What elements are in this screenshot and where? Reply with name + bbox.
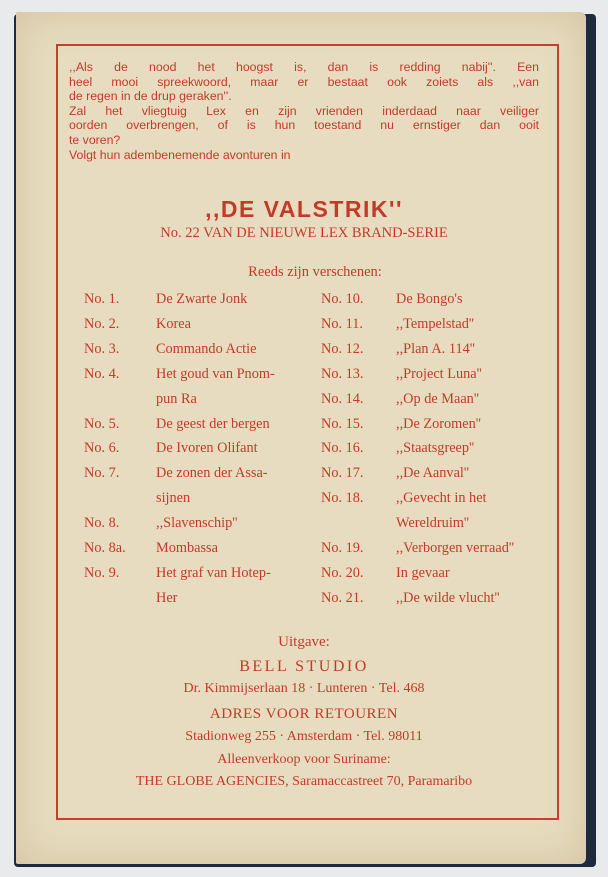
- issue-number: No. 3.: [84, 340, 120, 357]
- issue-number: No. 4.: [84, 365, 120, 382]
- issue-title: ,,De Zoromen'': [396, 415, 481, 432]
- issue-number: No. 7.: [84, 465, 120, 482]
- issue-title: ,,Staatsgreep'': [396, 440, 475, 457]
- publisher-label: Uitgave:: [278, 634, 330, 650]
- intro-line: ,,Als de nood het hoogst is, dan is redding nabij''. Een: [69, 60, 539, 74]
- issue-title: In gevaar: [396, 564, 450, 581]
- issue-number: No. 2.: [84, 315, 120, 332]
- list-heading: Reeds zijn verschenen:: [248, 264, 382, 280]
- intro-line: te voren?: [69, 132, 121, 147]
- issue-title: Her: [156, 589, 178, 606]
- issue-number: No. 11.: [321, 315, 363, 332]
- issue-title: ,,Gevecht in het: [396, 490, 487, 507]
- issue-number: No. 1.: [84, 291, 120, 307]
- issue-number: No. 13.: [321, 365, 364, 382]
- issue-number: No. 12.: [321, 340, 364, 357]
- issue-number: No. 19.: [321, 540, 364, 556]
- issue-number: No. 21.: [321, 589, 364, 606]
- issue-title: ,,Op de Maan'': [396, 390, 479, 407]
- issue-title: De geest der bergen: [156, 415, 270, 432]
- issue-title: De Zwarte Jonk: [156, 291, 248, 307]
- publisher-address: Dr. Kimmijserlaan 18 · Lunteren · Tel. 468: [183, 681, 425, 696]
- issue-title: ,,Project Luna'': [396, 365, 482, 382]
- issue-number: No. 16.: [321, 440, 364, 457]
- issue-number: No. 10.: [321, 291, 364, 307]
- issue-title: Het goud van Pnom-: [156, 365, 275, 382]
- suriname-label: Alleenverkoop voor Suriname:: [217, 752, 391, 767]
- issue-number: No. 5.: [84, 415, 120, 432]
- issue-title: De zonen der Assa-: [156, 465, 268, 482]
- series-subtitle: No. 22 VAN DE NIEUWE LEX BRAND-SERIE: [160, 225, 448, 241]
- issue-title: ,,Tempelstad'': [396, 315, 474, 332]
- issue-title: pun Ra: [156, 390, 197, 407]
- issue-number: No. 20.: [321, 564, 364, 581]
- publisher-name: BELL STUDIO: [239, 658, 369, 675]
- returns-heading: ADRES VOOR RETOUREN: [209, 706, 399, 722]
- issue-title: Wereldruim'': [396, 515, 470, 532]
- issue-title: Commando Actie: [156, 340, 257, 357]
- returns-address: Stadionweg 255 · Amsterdam · Tel. 98011: [185, 729, 423, 744]
- issue-title: Mombassa: [156, 540, 218, 556]
- issue-number: No. 17.: [321, 465, 364, 482]
- issue-title: Het graf van Hotep-: [156, 564, 271, 581]
- issue-title: sijnen: [156, 490, 191, 507]
- intro-line: heel mooi spreekwoord, maar er bestaat ook zoiets als ,,van: [69, 74, 539, 89]
- issue-number: No. 6.: [84, 440, 120, 457]
- intro-line: de regen in de drup geraken''.: [69, 89, 232, 104]
- issue-number: No. 8a.: [84, 540, 126, 556]
- intro-line: Zal het vliegtuig Lex en zijn vrienden inderdaad naar veiliger: [69, 103, 539, 118]
- intro-text: [69, 60, 539, 162]
- issue-title: De Ivoren Olifant: [156, 440, 258, 457]
- issue-number: No. 8.: [84, 515, 120, 532]
- issue-number: No. 14.: [321, 390, 364, 407]
- issue-title: ,,Verborgen verraad'': [396, 540, 515, 556]
- issue-title: De Bongo's: [396, 291, 463, 307]
- intro-line: Volgt hun adembenemende avonturen in: [69, 147, 291, 162]
- issue-title: ,,De Aanval'': [396, 465, 470, 482]
- suriname-agency: THE GLOBE AGENCIES, Saramaccastreet 70, Paramaribo: [135, 774, 473, 789]
- issue-number: No. 18.: [321, 490, 364, 507]
- issue-title: ,,Plan A. 114'': [396, 340, 475, 357]
- issue-number: No. 15.: [321, 415, 364, 432]
- issue-title: ,,De wilde vlucht'': [396, 589, 500, 606]
- issue-title: ,,Slavenschip'': [156, 515, 238, 532]
- intro-line: oorden overbrengen, of is hun toestand nu ernstiger dan ooit: [69, 118, 539, 133]
- issue-number: No. 9.: [84, 564, 120, 581]
- issue-title: Korea: [156, 315, 191, 332]
- book-title: ,,DE VALSTRIK'': [205, 196, 403, 222]
